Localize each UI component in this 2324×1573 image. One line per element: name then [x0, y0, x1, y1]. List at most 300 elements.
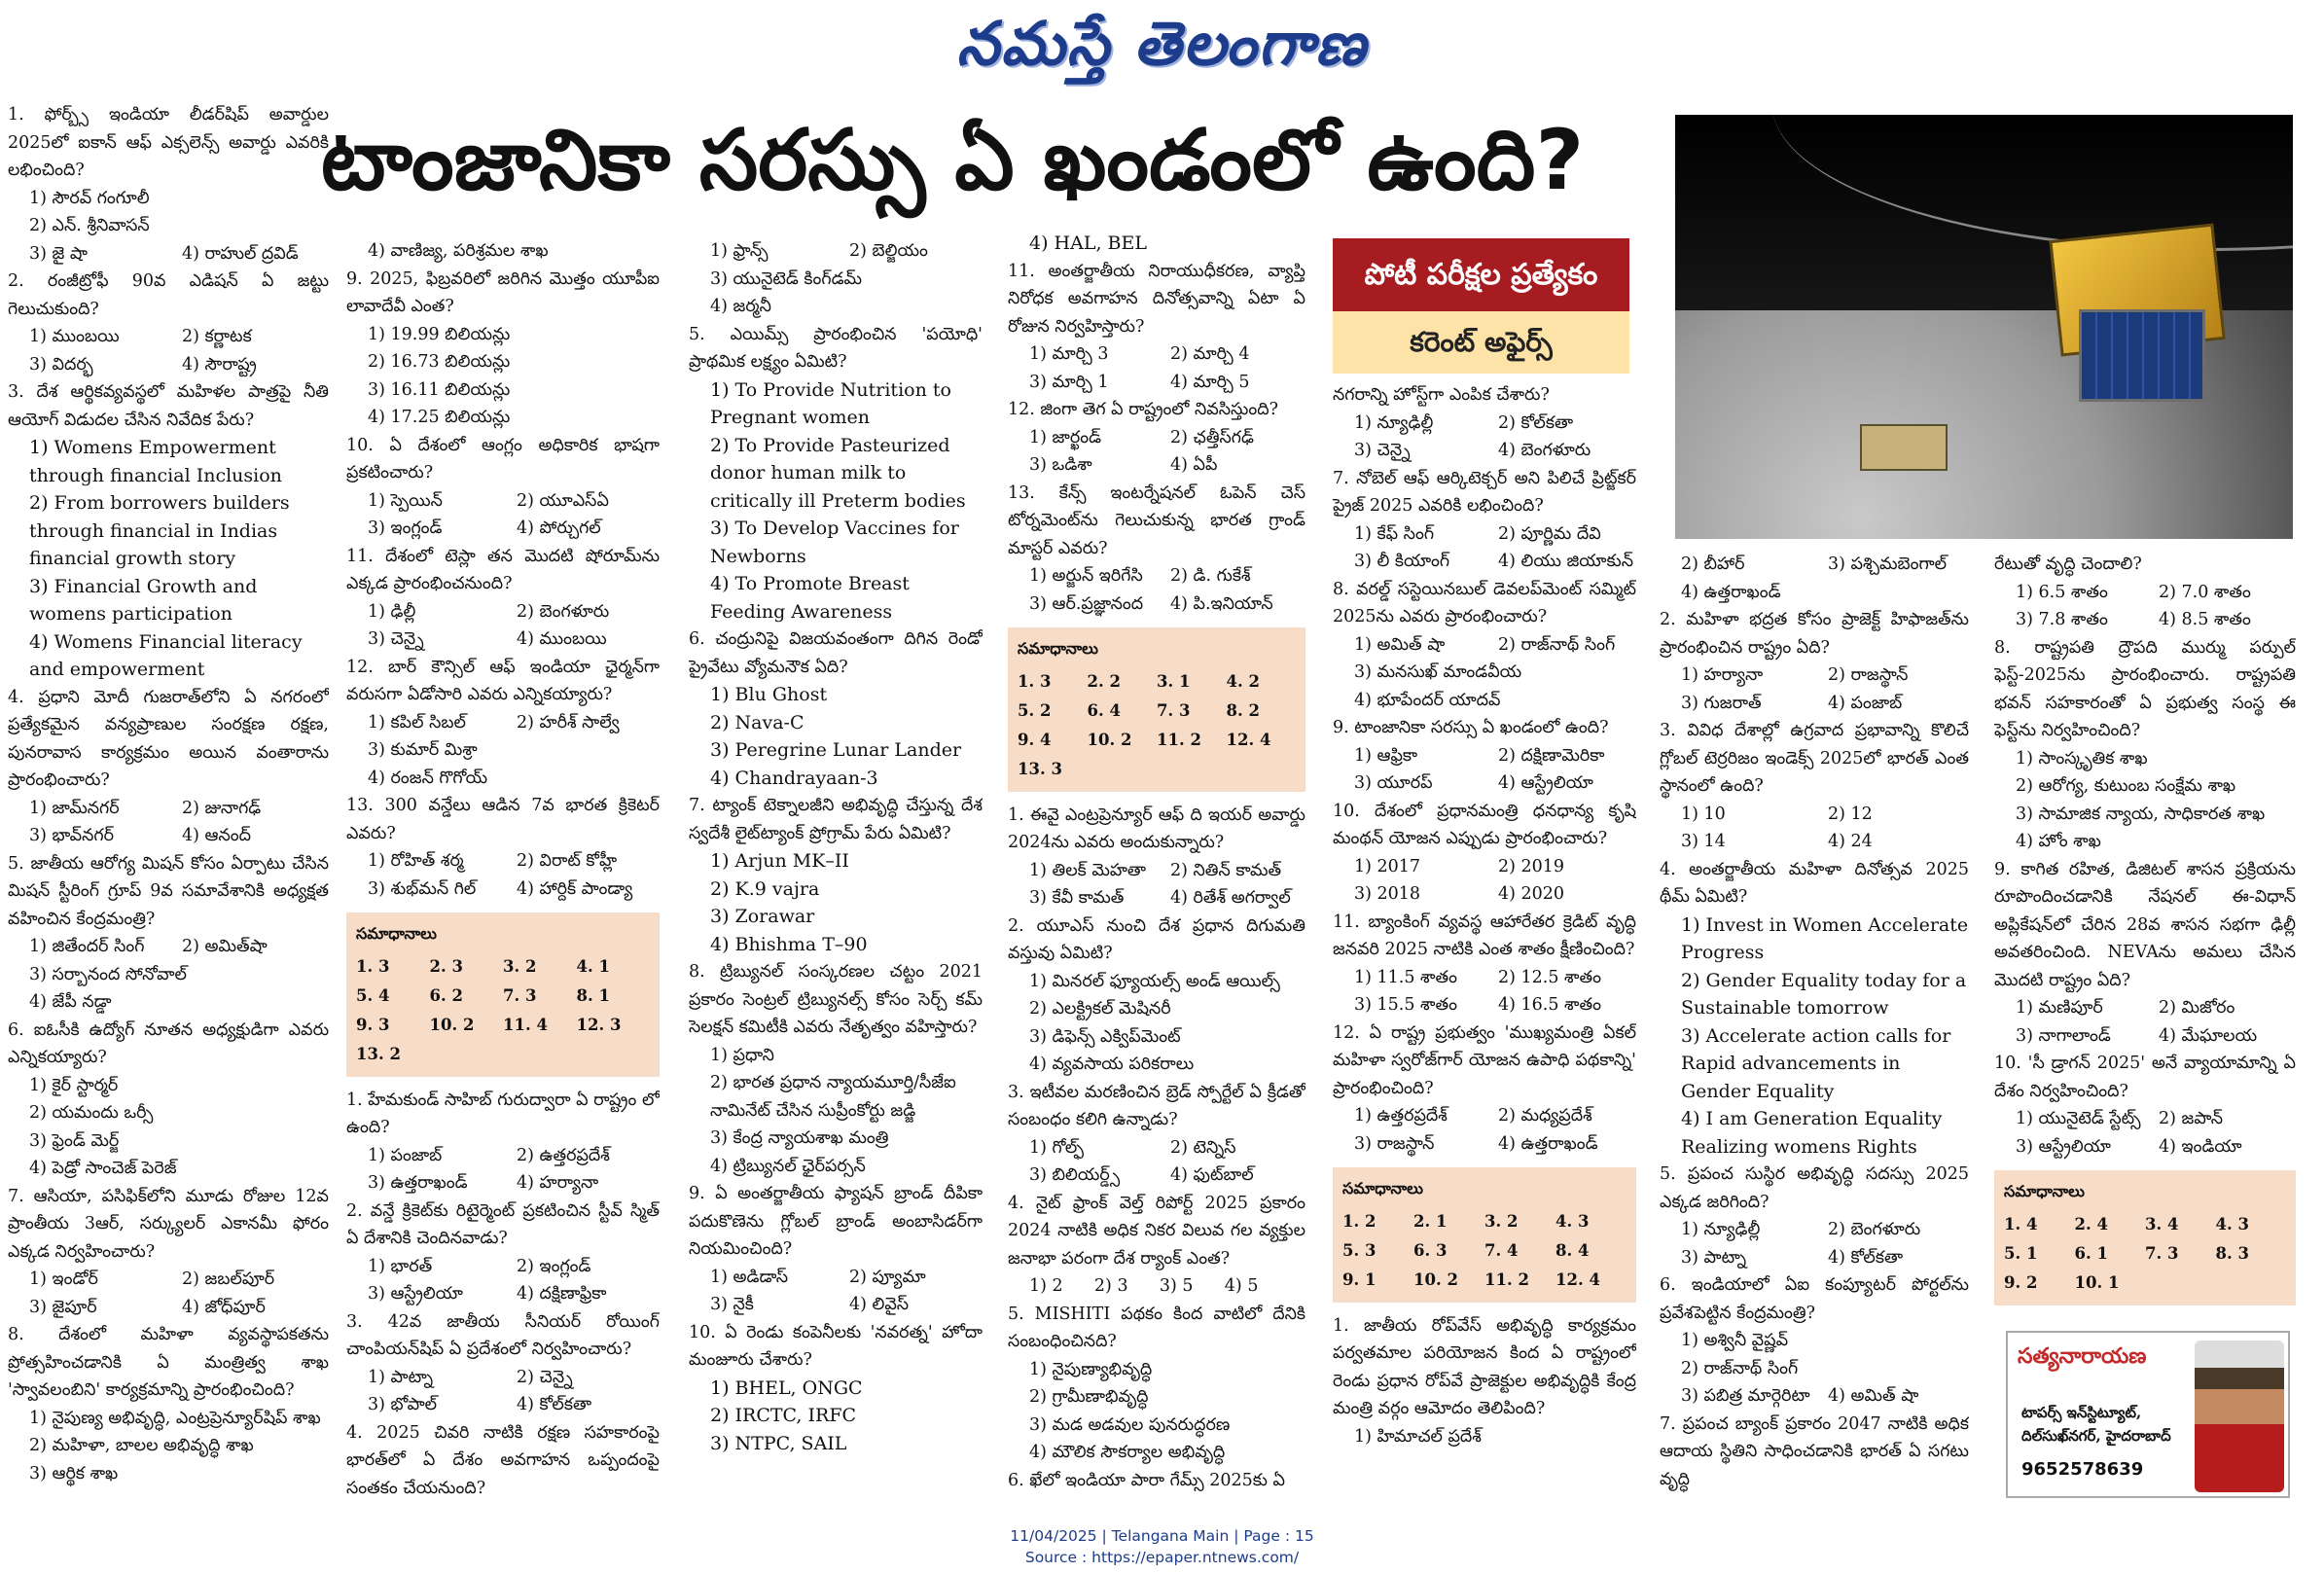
column-2: [346, 237, 660, 1521]
option: 3) ఇంగ్లండ్: [368, 518, 443, 538]
option: 1) నైపుణ్య అభివృద్ధి, ఎంట్రప్రెన్యూర్‌షిప్ శాఖ: [29, 1408, 321, 1428]
option: 2) ఆరోగ్య, కుటుంబ సంక్షేమ శాఖ: [2016, 776, 2236, 796]
option: 2) టెన్నిస్: [1170, 1137, 1236, 1158]
answer: 8. 1: [576, 985, 610, 1005]
question: 5. MISHITI పథకం కింద వాటిలో దేనికి సంబంధించినది?: [1008, 1304, 1305, 1351]
answer: 7. 3: [1157, 700, 1191, 720]
option: 2) జపాన్: [2159, 1109, 2224, 1128]
option: 2) From borrowers builders through financial in Indias financial growth story: [29, 492, 290, 569]
option: 4) ఆస్ట్రేలియా: [1498, 773, 1593, 793]
question: 12. బార్ కౌన్సిల్ ఆఫ్ ఇండియా ఛైర్మన్‌గా వరుసగా ఏడోసారి ఎవరు ఎన్నికయ్యారు?: [346, 657, 660, 704]
answer: 6. 1: [2074, 1243, 2108, 1263]
question: 6. ఇండియాలో ఏఐ కంప్యూటర్ పోర్టల్‌ను ప్రవేశపెట్టిన కేంద్రమంత్రి?: [1660, 1275, 1969, 1323]
option: 1) హర్యానా: [1681, 665, 1764, 685]
option: 1) అశ్వినీ వైష్ణవ్: [1681, 1331, 1789, 1350]
question: 2. మహిళా భద్రత కోసం ప్రాజెక్ట్ హిఫాజత్‌ను ప్రారంభించిన రాష్ట్రం ఏది?: [1660, 610, 1969, 658]
question: 8. ట్రిబ్యునల్ సంస్కరణల చట్టం 2021 ప్రకారం సెంట్రల్ ట్రిబ్యునల్స్ కోసం సెర్చ్ కమ్ సెలక్షన్ కమిటీకి ఎవరు నేతృత్వం వహిస్తారు?: [689, 962, 983, 1037]
option: 2) రాజస్థాన్: [1828, 665, 1909, 685]
question: 10. 'సీ డ్రాగన్ 2025' అనే వ్యాయామాన్ని ఏ దేశం నిర్వహించింది?: [1994, 1054, 2296, 1101]
option: 1) న్యూఢిల్లీ: [1354, 412, 1434, 433]
option: 2) మిజోరం: [2159, 998, 2235, 1018]
option: 2) బెంగళూరు: [1828, 1220, 1921, 1239]
option: 3) ఆస్ట్రేలియా: [368, 1284, 463, 1304]
question: 7. నోబెల్ ఆఫ్ ఆర్కిటెక్చర్ అని పిలిచే ప్రిట్జ్‌కర్ ప్రైజ్ 2025 ఎవరికి లభించింది?: [1333, 468, 1636, 516]
question: 11. అంతర్జాతీయ నిరాయుధీకరణ, వ్యాప్తి నిరోధక అవగాహన దినోత్సవాన్ని ఏటా ఏ రోజున నిర్వహిస్తారు?: [1008, 261, 1305, 337]
option: 3) ఆస్ట్రేలియా: [2016, 1136, 2111, 1157]
option: 4) ఆనంద్: [182, 826, 252, 845]
author-box: [2006, 1331, 2290, 1498]
answer: 13. 2: [356, 1044, 401, 1063]
answer: 8. 2: [1226, 700, 1260, 720]
question: 1. ఈవై ఎంట్రప్రెన్యూర్ ఆఫ్ ది ఇయర్ అవార్డు 2024ను ఎవరు అందుకున్నారు?: [1008, 804, 1305, 852]
answer: 10. 2: [429, 1015, 475, 1034]
option: 1) జామ్‌నగర్: [29, 798, 120, 818]
answer: 10. 2: [1087, 730, 1132, 749]
answer: 7. 3: [503, 985, 537, 1005]
question: 3. వివిధ దేశాల్లో ఉగ్రవాద ప్రభావాన్ని కొలిచే గ్లోబల్ టెర్రరిజం ఇండెక్స్ 2025లో భారత్ ఎంత స్థానంలో ఉంది?: [1660, 721, 1969, 796]
option: 2) బెంగళూరు: [517, 601, 610, 622]
answer-key: [1008, 627, 1305, 792]
option: 2) K.9 vajra: [710, 877, 820, 900]
option: 1) సాంస్కృతిక శాఖ: [2016, 748, 2148, 769]
option: 2) మధ్యప్రదేశ్: [1498, 1106, 1592, 1126]
option: 2) దక్షిణామెరికా: [1498, 745, 1605, 766]
answer: 5. 2: [1018, 700, 1052, 720]
option: 1) అడిడాస్: [710, 1267, 789, 1287]
option: 2) ఉత్తరప్రదేశ్: [517, 1145, 610, 1165]
column-1: [8, 101, 329, 1521]
option: 3) చెన్నై: [1354, 441, 1411, 460]
option: 4) హోం శాఖ: [2016, 832, 2101, 851]
option: 4) కోల్‌కతా: [517, 1395, 592, 1414]
option: 1) జితేందర్ సింగ్: [29, 937, 145, 956]
question: 13. 300 వన్డేలు ఆడిన 7వ భారత క్రికెటర్ ఎవరు?: [346, 796, 660, 843]
question: 3. 42వ జాతీయ సీనియర్ రోయింగ్ చాంపియన్‌షిప్ ఏ ప్రదేశంలో నిర్వహించారు?: [346, 1311, 660, 1359]
option: 4) జర్మనీ: [710, 297, 771, 316]
option: 3) NTPC, SAIL: [710, 1432, 847, 1454]
option: 2) కోల్‌కతా: [1498, 412, 1574, 433]
question: 10. దేశంలో ప్రధానమంత్రి ధనధాన్య కృషి మంథన్ యోజన ఎప్పుడు ప్రారంభించారు?: [1333, 801, 1636, 848]
answer: 7. 4: [1484, 1240, 1519, 1260]
answer: 8. 4: [1555, 1240, 1590, 1260]
option: 4) జేపీ నడ్డా: [29, 992, 112, 1012]
question: 9. కాగిత రహిత, డిజిటల్ శాసన ప్రక్రియను రూపొందించడానికి నేషనల్ ఈ-విధాన్ అప్లికేషన్‌లో చేరిన 28వ శాసన సభగా ఢిల్లీ అవతరించింది. NEVAను అమలు చేసిన మొదటి రాష్ట్రం ఏది?: [1994, 859, 2296, 990]
option: 3) Peregrine Lunar Lander: [710, 739, 962, 761]
option: 2) నితిన్ కామత్: [1170, 860, 1282, 880]
option: 4) రాహుల్ ద్రవిడ్: [182, 243, 299, 264]
option: 4) 2020: [1498, 884, 1565, 904]
option: 4) Chandrayaan-3: [710, 767, 878, 789]
question: 6. చంద్రునిపై విజయవంతంగా దిగిన రెండో ప్రైవేటు వ్యోమనౌక ఏది?: [689, 629, 983, 677]
question: 13. కేన్స్ ఇంటర్నేషనల్ ఓపెన్ చెస్ టోర్నమెంట్‌ను గెలుచుకున్న భారత గ్రాండ్ మాస్టర్ ఎవరు?: [1008, 483, 1305, 558]
option: 4) పెడ్రో సాంచెజ్ పెరెజ్: [29, 1159, 177, 1178]
answer: 7. 3: [2145, 1243, 2179, 1263]
option: 2) పూర్ణిమ దేవి: [1498, 523, 1601, 544]
option: 4) లివైస్: [849, 1295, 910, 1314]
question: 3. దేశ ఆర్థికవ్యవస్థలో మహిళల పాత్రపై నీతి ఆయోగ్ విడుదల చేసిన నివేదిక పేరు?: [8, 382, 329, 430]
question: 4. నైట్ ఫ్రాంక్ వెల్త్ రిపోర్ట్ 2025 ప్రకారం 2024 నాటికి అధిక నికర విలువ గల వ్యక్తుల జనాభా పరంగా దేశ ర్యాంక్ ఎంత?: [1008, 1193, 1305, 1269]
option: 1) ఢిల్లీ: [368, 601, 416, 622]
option: 3) Accelerate action calls for Rapid advancements in Gender Equality: [1681, 1024, 1951, 1102]
option: 2) 2019: [1498, 856, 1565, 876]
option: 2) To Provide Pasteurized donor human milk to critically ill Preterm bodies: [710, 434, 966, 512]
question: 1. హేమకుండ్ సాహిబ్ గురుద్వారా ఏ రాష్ట్రం లో ఉంది?: [346, 1090, 660, 1137]
answer: 1. 3: [356, 956, 390, 976]
answer: 2. 3: [429, 956, 463, 976]
answer: 11. 4: [503, 1015, 548, 1034]
answer: 12. 4: [1555, 1269, 1600, 1289]
option: 4) పి.ఇనియాన్: [1170, 593, 1273, 614]
section-label: కరెంట్ అఫైర్స్: [1333, 311, 1629, 374]
option: 2) జబల్‌పూర్: [182, 1269, 275, 1289]
option: 2) 7.0 శాతం: [2159, 582, 2251, 602]
option: 3) 7.8 శాతం: [2016, 610, 2108, 629]
option: 1) BHEL, ONGC: [710, 1376, 863, 1399]
option: 3) సర్బానంద సోనోవాల్: [29, 964, 187, 984]
option: 3) 2018: [1354, 884, 1421, 904]
option: 3) భావ్‌నగర్: [29, 826, 114, 845]
headline: టాంజానికా సరస్సు ఏ ఖండంలో ఉంది?: [321, 112, 1585, 209]
column-3: [689, 237, 983, 1521]
answer-key: [1994, 1170, 2296, 1305]
option: 3) పబిత్ర మార్గెరిటా: [1681, 1386, 1810, 1406]
option: 3) యూరప్: [1354, 773, 1433, 793]
author-phone: 9652578639: [2021, 1459, 2144, 1480]
option: 1) గోల్ఫ్: [1029, 1137, 1085, 1158]
question: 12. జింగా తెగ ఏ రాష్ట్రంలో నివసిస్తుంది?: [1008, 400, 1278, 419]
question: 4. ప్రధాని మోదీ గుజరాత్‌లోని ఏ నగరంలో ప్రత్యేకమైన వన్యప్రాణుల సంరక్షణ రక్షణ, పునరావాస కార్యక్రమం అయిన వంతారాను ప్రారంభించారు?: [8, 687, 329, 790]
option: 4) హార్దిక్ పాండ్యా: [517, 878, 633, 899]
answer: 4. 3: [2215, 1214, 2249, 1233]
option: 2) హరీశ్ సాల్వే: [517, 712, 620, 733]
option: 1) 19.99 బిలియన్లు: [368, 324, 511, 344]
option: 2) చెన్నై: [517, 1367, 573, 1387]
option: 3) ఆర్.ప్రజ్ఞానంద: [1029, 593, 1144, 614]
option: 4) మార్చి 5: [1170, 372, 1250, 392]
option: 1) 2: [1029, 1276, 1063, 1296]
option: 2) రాజ్‌నాథ్ సింగ్: [1681, 1358, 1799, 1378]
option: 4) 16.5 శాతం: [1498, 995, 1601, 1015]
answer-key-title: సమాధానాలు: [356, 924, 437, 943]
answer: 2. 2: [1087, 671, 1121, 691]
option: 2) డి. గుకేశ్: [1170, 566, 1251, 586]
option: 1) To Provide Nutrition to Pregnant women: [710, 378, 951, 428]
option: 2) కర్ణాటక: [182, 327, 252, 346]
option: 4) హర్యానా: [517, 1173, 599, 1193]
option: 4) కోల్‌కతా: [1828, 1247, 1904, 1268]
option: 1) మణిపూర్: [2016, 998, 2103, 1018]
answer: 5. 1: [2004, 1243, 2038, 1263]
answer-key: [1333, 1167, 1636, 1303]
question: 2. యూఎస్ నుంచి దేశ ప్రధాన దిగుమతి వస్తువు ఏమిటి?: [1008, 915, 1305, 963]
option: 3) ఆర్థిక శాఖ: [29, 1463, 119, 1484]
option: 4) Bhishma T–90: [710, 933, 868, 955]
question: నగరాన్ని హోస్ట్‌గా ఎంపిక చేశారు?: [1333, 385, 1550, 405]
option: 2) ఇంగ్లండ్: [517, 1256, 591, 1276]
question: 8. రాష్ట్రపతి ద్రౌపది ముర్ము పర్పుల్ ఫెస్ట్-2025ను ప్రారంభించారు. రాష్ట్రపతి భవన్ సహకారంతో ఏ ప్రభుత్వ సంస్థ ఈ ఫెస్ట్‌ను నిర్వహించింది?: [1994, 637, 2296, 740]
answer: 4. 3: [1555, 1211, 1590, 1231]
option: 3) చెన్నై: [368, 629, 424, 649]
option: 3) 16.11 బిలియన్లు: [368, 379, 511, 400]
option: 3) రాజస్థాన్: [1354, 1133, 1435, 1154]
footer-date: 11/04/2025 | Telangana Main | Page : 15: [1010, 1527, 1314, 1545]
option: 4) 24: [1828, 832, 1873, 851]
option: 4) ఏపీ: [1170, 455, 1218, 475]
option: 1) న్యూఢిల్లీ: [1681, 1220, 1761, 1239]
question: 9. 2025, ఫిబ్రవరిలో జరిగిన మొత్తం యూపీఐ లావాదేవీ ఎంత?: [346, 268, 660, 316]
option: 2) మార్చి 4: [1170, 344, 1250, 364]
column-6: [1660, 551, 1969, 1523]
question: 5. జాతీయ ఆరోగ్య మిషన్ కోసం ఏర్పాటు చేసిన మిషన్ స్టీరింగ్ గ్రూప్ 9వ సమావేశానికి అధ్యక్షత వహించిన కేంద్రమంత్రి?: [8, 853, 329, 929]
question: 4. 2025 చివరి నాటికి రక్షణ సహకారంపై భారత్‌లో ఏ దేశం అవగాహన ఒప్పందంపై సంతకం చేయనుంది?: [346, 1422, 660, 1498]
option: 2) అమిత్‌షా: [182, 937, 268, 956]
option: 1) 6.5 శాతం: [2016, 582, 2108, 602]
question: 3. ఇటీవల మరణించిన బ్రెడ్ స్పోర్టేల్ ఏ క్రీడతో సంబంధం కలిగి ఉన్నాడు?: [1008, 1082, 1305, 1129]
answer: 9. 2: [2004, 1272, 2038, 1292]
answer: 2. 1: [1413, 1211, 1448, 1231]
option: 3) 15.5 శాతం: [1354, 995, 1457, 1015]
option: 3) నైకీ: [710, 1295, 754, 1314]
answer: 3. 1: [1157, 671, 1191, 691]
option: 2) జునాగఢ్: [182, 798, 262, 818]
option: 2) IRCTC, IRFC: [710, 1405, 857, 1426]
option: 1) కపిల్ సిబల్: [368, 712, 466, 733]
answer: 11. 2: [1484, 1269, 1529, 1289]
answer: 8. 3: [2215, 1243, 2249, 1263]
option: 2) రాజ్‌నాథ్ సింగ్: [1498, 634, 1616, 655]
question: 11. బ్యాంకింగ్ వ్యవస్థ ఆహారేతర క్రెడిట్ వృద్ధి జనవరి 2025 నాటికి ఎంత శాతం క్షీణించింది?: [1333, 912, 1636, 959]
answer-key: [346, 912, 660, 1077]
answer: 10. 1: [2074, 1272, 2120, 1292]
option: 2) ఎలక్ట్రికల్ మెషినరీ: [1029, 999, 1171, 1019]
answer: 4. 1: [576, 956, 610, 976]
option: 4) Womens Financial literacy and empowerment: [29, 630, 303, 680]
option: 1) హిమాచల్ ప్రదేశ్: [1354, 1426, 1482, 1447]
answer: 12. 4: [1226, 730, 1271, 749]
question: 11. దేశంలో టెస్లా తన మొదటి షోరూమ్‌ను ఎక్కడ ప్రారంభించనుంది?: [346, 546, 660, 593]
question: 6. ఐఓసీకి ఉద్యోగ్ నూతన అధ్యక్షుడిగా ఎవరు ఎన్నికయ్యారు?: [8, 1019, 329, 1067]
option: 4) 17.25 బిలియన్లు: [368, 408, 511, 427]
option: 2) యమందు ఒర్సీ: [29, 1103, 154, 1123]
author-photo: [2195, 1341, 2284, 1492]
option: 4) I am Generation Equality Realizing womens Rights: [1681, 1108, 1943, 1158]
question: 8. దేశంలో మహిళా వ్యవస్థాపకతను ప్రోత్సహించడానికి ఏ మంత్రిత్వ శాఖ 'స్వావలంబిని' కార్యక్రమాన్ని ప్రారంభించింది?: [8, 1325, 329, 1400]
answer: 6. 2: [429, 985, 463, 1005]
column-4: [1008, 230, 1305, 1523]
option: 4) రితేశ్ అగర్వాల్: [1170, 888, 1291, 908]
option: 1) 10: [1681, 804, 1726, 824]
answer: 1. 3: [1018, 671, 1052, 691]
option: 3) గుజరాత్: [1681, 693, 1762, 713]
option: 1) ఉత్తరప్రదేశ్: [1354, 1106, 1448, 1126]
question: 5. ఎయిమ్స్ ప్రారంభించిన 'పయోధి' ప్రాథమిక లక్ష్యం ఏమిటి?: [689, 324, 983, 372]
option: 1) Womens Empowerment through financial Inclusion: [29, 437, 282, 486]
answer: 5. 3: [1342, 1240, 1377, 1260]
option: 2) మహిళా, బాలల అభివృద్ధి శాఖ: [29, 1436, 254, 1455]
option: 3) మార్చి 1: [1029, 372, 1109, 392]
option: 2) యూఎస్ఏ: [517, 490, 609, 511]
question: 12. ఏ రాష్ట్ర ప్రభుత్వం 'ముఖ్యమంత్రి ఏకల్ మహిళా స్వరోజ్‌గార్ యోజన ఉపాధి పథకాన్ని' ప్రారంభించింది?: [1333, 1022, 1636, 1098]
option: 4) ఫుట్‌బాల్: [1170, 1165, 1254, 1185]
option: 4) 5: [1224, 1276, 1259, 1296]
option: 1) 11.5 శాతం: [1354, 967, 1457, 987]
option: 4) ట్రిబ్యునల్ ఛైర్‌పర్సన్: [710, 1156, 866, 1176]
question: 4. అంతర్జాతీయ మహిళా దినోత్సవ 2025 థీమ్ ఏమిటి?: [1660, 859, 1969, 907]
option: 1) 2017: [1354, 856, 1421, 876]
option: 1) ఆఫ్రికా: [1354, 745, 1418, 766]
option: 3) శుభ్‌మన్ గిల్: [368, 878, 477, 899]
option: 3) మడ అడవుల పునరుద్ధరణ: [1029, 1414, 1231, 1435]
option: 3) 5: [1159, 1276, 1194, 1296]
option: 1) Invest in Women Accelerate Progress: [1681, 913, 1969, 963]
option: 2) భారత ప్రధాన న్యాయమూర్తి/సీజేఐ నామినేట్ చేసిన సుప్రీంకోర్టు జడ్జి: [710, 1073, 956, 1121]
question: 2. వన్డే క్రికెట్‌కు రిటైర్మెంట్ ప్రకటించిన స్టీవ్ స్మిత్ ఏ దేశానికి చెందినవాడు?: [346, 1200, 660, 1248]
option: 3) పాట్నా: [1681, 1247, 1747, 1268]
option: 4) మౌలిక సౌకర్యాల అభివృద్ధి: [1029, 1443, 1226, 1462]
masthead-logo: నమస్తే తెలంగాణ: [956, 8, 1368, 79]
option: 1) మార్చి 3: [1029, 344, 1109, 364]
option: 2) బీహార్: [1681, 554, 1745, 574]
option: 1) అమిత్ షా: [1354, 634, 1446, 655]
answer: 5. 4: [356, 985, 390, 1005]
author-institute: టాపర్స్ ఇన్‌స్టిట్యూట్, దిల్‌సుఖ్‌నగర్, హైదరాబాద్: [2021, 1404, 2171, 1445]
option: 1) Arjun MK–II: [710, 850, 849, 872]
option: 1) ఫ్రాన్స్: [710, 241, 769, 261]
answer-key-title: సమాధానాలు: [2004, 1182, 2085, 1200]
special-label: పోటీ పరీక్షల ప్రత్యేకం: [1333, 238, 1629, 311]
option: 1) భారత్: [368, 1256, 433, 1276]
answer: 13. 3: [1018, 759, 1062, 778]
question: 6. ఖేలో ఇండియా పారా గేమ్స్ 2025కు ఏ: [1008, 1470, 1285, 1490]
option: 2) Gender Equality today for a Sustainable tomorrow: [1681, 969, 1967, 1019]
option: 1) అర్జున్ ఇరిగేసి: [1029, 566, 1143, 586]
question: 7. ఆసియా, పసిఫిక్‌లోని మూడు రోజుల 12వ ప్రాంతీయ 3ఆర్, సర్క్యులర్ ఎకానమీ ఫోరం ఎక్కడ నిర్వహించారు?: [8, 1186, 329, 1262]
option: 2) 16.73 బిలియన్లు: [368, 352, 511, 372]
option: 4) వ్యవసాయ పరికరాలు: [1029, 1055, 1195, 1074]
option: 4) పంజాబ్: [1828, 693, 1903, 713]
option: 3) డిఫెన్స్ ఎక్విప్‌మెంట్: [1029, 1026, 1181, 1047]
answer: 3. 2: [503, 956, 537, 976]
option: 2) విరాట్ కోహ్లీ: [517, 851, 618, 871]
question: 2. రంజీట్రోఫీ 90వ ఎడిషన్ ఏ జట్టు గెలుచుకుంది?: [8, 271, 329, 319]
option: 3) ఫ్రెండ్ మెర్జ్: [29, 1130, 120, 1151]
question: 9. టాంజానికా సరస్సు ఏ ఖండంలో ఉంది?: [1333, 718, 1609, 737]
option: 3) Zorawar: [710, 906, 815, 927]
option: 4) దక్షిణాఫ్రికా: [517, 1284, 607, 1304]
question: 9. ఏ అంతర్జాతీయ ఫ్యాషన్ బ్రాండ్ దీపికా పదుకొణెను గ్లోబల్ బ్రాండ్ అంబాసిడర్‌గా నియమించింది?: [689, 1184, 983, 1259]
option: 4) ఇండియా: [2159, 1136, 2242, 1157]
question: 8. వరల్డ్ సస్టెయినబుల్ డెవలప్‌మెంట్ సమ్మిట్ 2025ను ఎవరు ప్రారంభించారు?: [1333, 579, 1636, 626]
option: 1) కైర్ స్టార్మర్: [29, 1075, 119, 1095]
footer-source-link[interactable]: Source : https://epaper.ntnews.com/: [1024, 1549, 1300, 1566]
option: 2) ఎన్. శ్రీనివాసన్: [29, 216, 150, 235]
option: 1) సౌరవ్ గంగూలీ: [29, 188, 150, 208]
option: 3) జై షా: [29, 243, 88, 264]
option: 4) ఉత్తరాఖండ్: [1681, 582, 1781, 602]
option: 3) ఉత్తరాఖండ్: [368, 1173, 468, 1193]
option: 2) బెల్జియం: [849, 241, 928, 261]
option: 1) ముంబయి: [29, 327, 120, 346]
option: 4) ముంబయి: [517, 629, 607, 649]
option: 2) 12.5 శాతం: [1498, 967, 1601, 987]
option: 1) యునైటెడ్ స్టేట్స్: [2016, 1109, 2141, 1128]
option: 3) జైపూర్: [29, 1297, 97, 1317]
option: 4) అమిత్ షా: [1828, 1386, 1919, 1406]
option: 3) సామాజిక న్యాయ, సాధికారత శాఖ: [2016, 804, 2266, 824]
option: 1) పాట్నా: [368, 1367, 434, 1387]
question: 10. ఏ దేశంలో ఆంగ్లం అధికారిక భాషగా ప్రకటించారు?: [346, 435, 660, 483]
column-5: [1333, 381, 1636, 1519]
answer: 1. 4: [2004, 1214, 2038, 1233]
option: 1) కేఫ్ సింగ్: [1354, 523, 1435, 544]
option: 4) రంజన్ గొగోయ్: [368, 768, 488, 788]
answer-key-title: సమాధానాలు: [1018, 639, 1098, 658]
answer: 9. 4: [1018, 730, 1052, 749]
option: 4) జోధ్‌పూర్: [182, 1297, 266, 1317]
option: 1) Blu Ghost: [710, 684, 828, 705]
option: 4) పోర్చుగల్: [517, 518, 601, 538]
option: 3) మనసుఖ్ మాండవీయ: [1354, 662, 1522, 682]
question: 5. ప్రపంచ సుస్థిర అభివృద్ధి సదస్సు 2025 ఎక్కడ జరిగింది?: [1660, 1164, 1969, 1212]
question: రేటుతో వృద్ధి చెందాలి?: [1994, 554, 2142, 574]
option: 1) పంజాబ్: [368, 1145, 443, 1165]
answer: 12. 3: [576, 1015, 622, 1034]
author-name: సత్యనారాయణ: [2018, 1344, 2147, 1369]
option: 3) బిలియర్డ్స్: [1029, 1165, 1121, 1185]
option: 2) ప్యూమా: [849, 1267, 926, 1287]
option: 2) Nava-C: [710, 711, 804, 733]
option: 4) లియు జియాకున్: [1498, 552, 1633, 571]
option: 1) జార్ఖండ్: [1029, 427, 1102, 447]
option: 2) ఛత్తీస్‌గఢ్: [1170, 427, 1254, 447]
footer: [0, 1525, 2324, 1568]
option: 4) HAL, BEL: [1029, 232, 1147, 254]
option: 3) కుమార్ మిశ్రా: [368, 740, 478, 760]
option: 3) కేవీ కామత్: [1029, 888, 1125, 908]
column-7: [1994, 551, 2296, 1329]
option: 4) మేఘాలయ: [2159, 1025, 2258, 1046]
question: 7. ట్యాంక్ టెక్నాలజీని అభివృద్ధి చేస్తున్న దేశ స్వదేశీ లైట్‌ట్యాంక్ ప్రోగ్రామ్ పేరు ఏమిటి?: [689, 796, 983, 843]
question: 1. జాతీయ రోప్‌వేస్ అభివృద్ధి కార్యక్రమం పర్వతమాల పరియోజన కింద ఏ రాష్ట్రంలో రెండు ప్రధాన రోప్‌వే ప్రాజెక్టుల అభివృద్ధికి కేంద్ర మంత్రి వర్గం ఆమోదం తెలిపింది?: [1333, 1315, 1636, 1418]
option: 3) నాగాలాండ్: [2016, 1025, 2111, 1046]
option: 3) పశ్చిమబెంగాల్: [1828, 554, 1947, 574]
option: 2) గ్రామీణాభివృద్ధి: [1029, 1387, 1149, 1407]
answer-key-title: సమాధానాలు: [1342, 1179, 1423, 1198]
moon-lander-photo: [1675, 115, 2293, 539]
answer: 6. 3: [1413, 1240, 1448, 1260]
option: 2) 12: [1828, 804, 1873, 824]
option: 1) నైపుణ్యాభివృద్ధి: [1029, 1359, 1153, 1379]
answer: 10. 2: [1413, 1269, 1458, 1289]
answer: 3. 2: [1484, 1211, 1519, 1231]
option: 1) స్పెయిన్: [368, 490, 443, 511]
answer: 1. 2: [1342, 1211, 1377, 1231]
question: 7. ప్రపంచ బ్యాంక్ ప్రకారం 2047 నాటికి అధిక ఆదాయ స్థితిని సాధించడానికి భారత్ ఏ సగటు వృద్ధి: [1660, 1413, 1969, 1489]
option: 3) Financial Growth and womens participation: [29, 575, 258, 625]
option: 4) సౌరాష్ట్ర: [182, 354, 257, 375]
answer: 3. 4: [2145, 1214, 2179, 1233]
option: 4) వాణిజ్య, పరిశ్రమల శాఖ: [368, 241, 549, 261]
option: 4) To Promote Breast Feeding Awareness: [710, 573, 910, 623]
option: 1) తిలక్ మెహతా: [1029, 860, 1147, 880]
answer: 2. 4: [2074, 1214, 2108, 1233]
answer: 4. 2: [1226, 671, 1260, 691]
option: 1) ప్రధాని: [710, 1045, 774, 1065]
option: 3) 14: [1681, 832, 1726, 851]
question: 1. ఫోర్బ్స్ ఇండియా లీడర్‌షిప్ అవార్డుల 2025లో ఐకాన్ ఆఫ్ ఎక్సలెన్స్ అవార్డు ఎవరికి లభించింది?: [8, 105, 329, 180]
option: 3) యునైటెడ్ కింగ్‌డమ్: [710, 268, 863, 289]
option: 4) 8.5 శాతం: [2159, 610, 2251, 629]
